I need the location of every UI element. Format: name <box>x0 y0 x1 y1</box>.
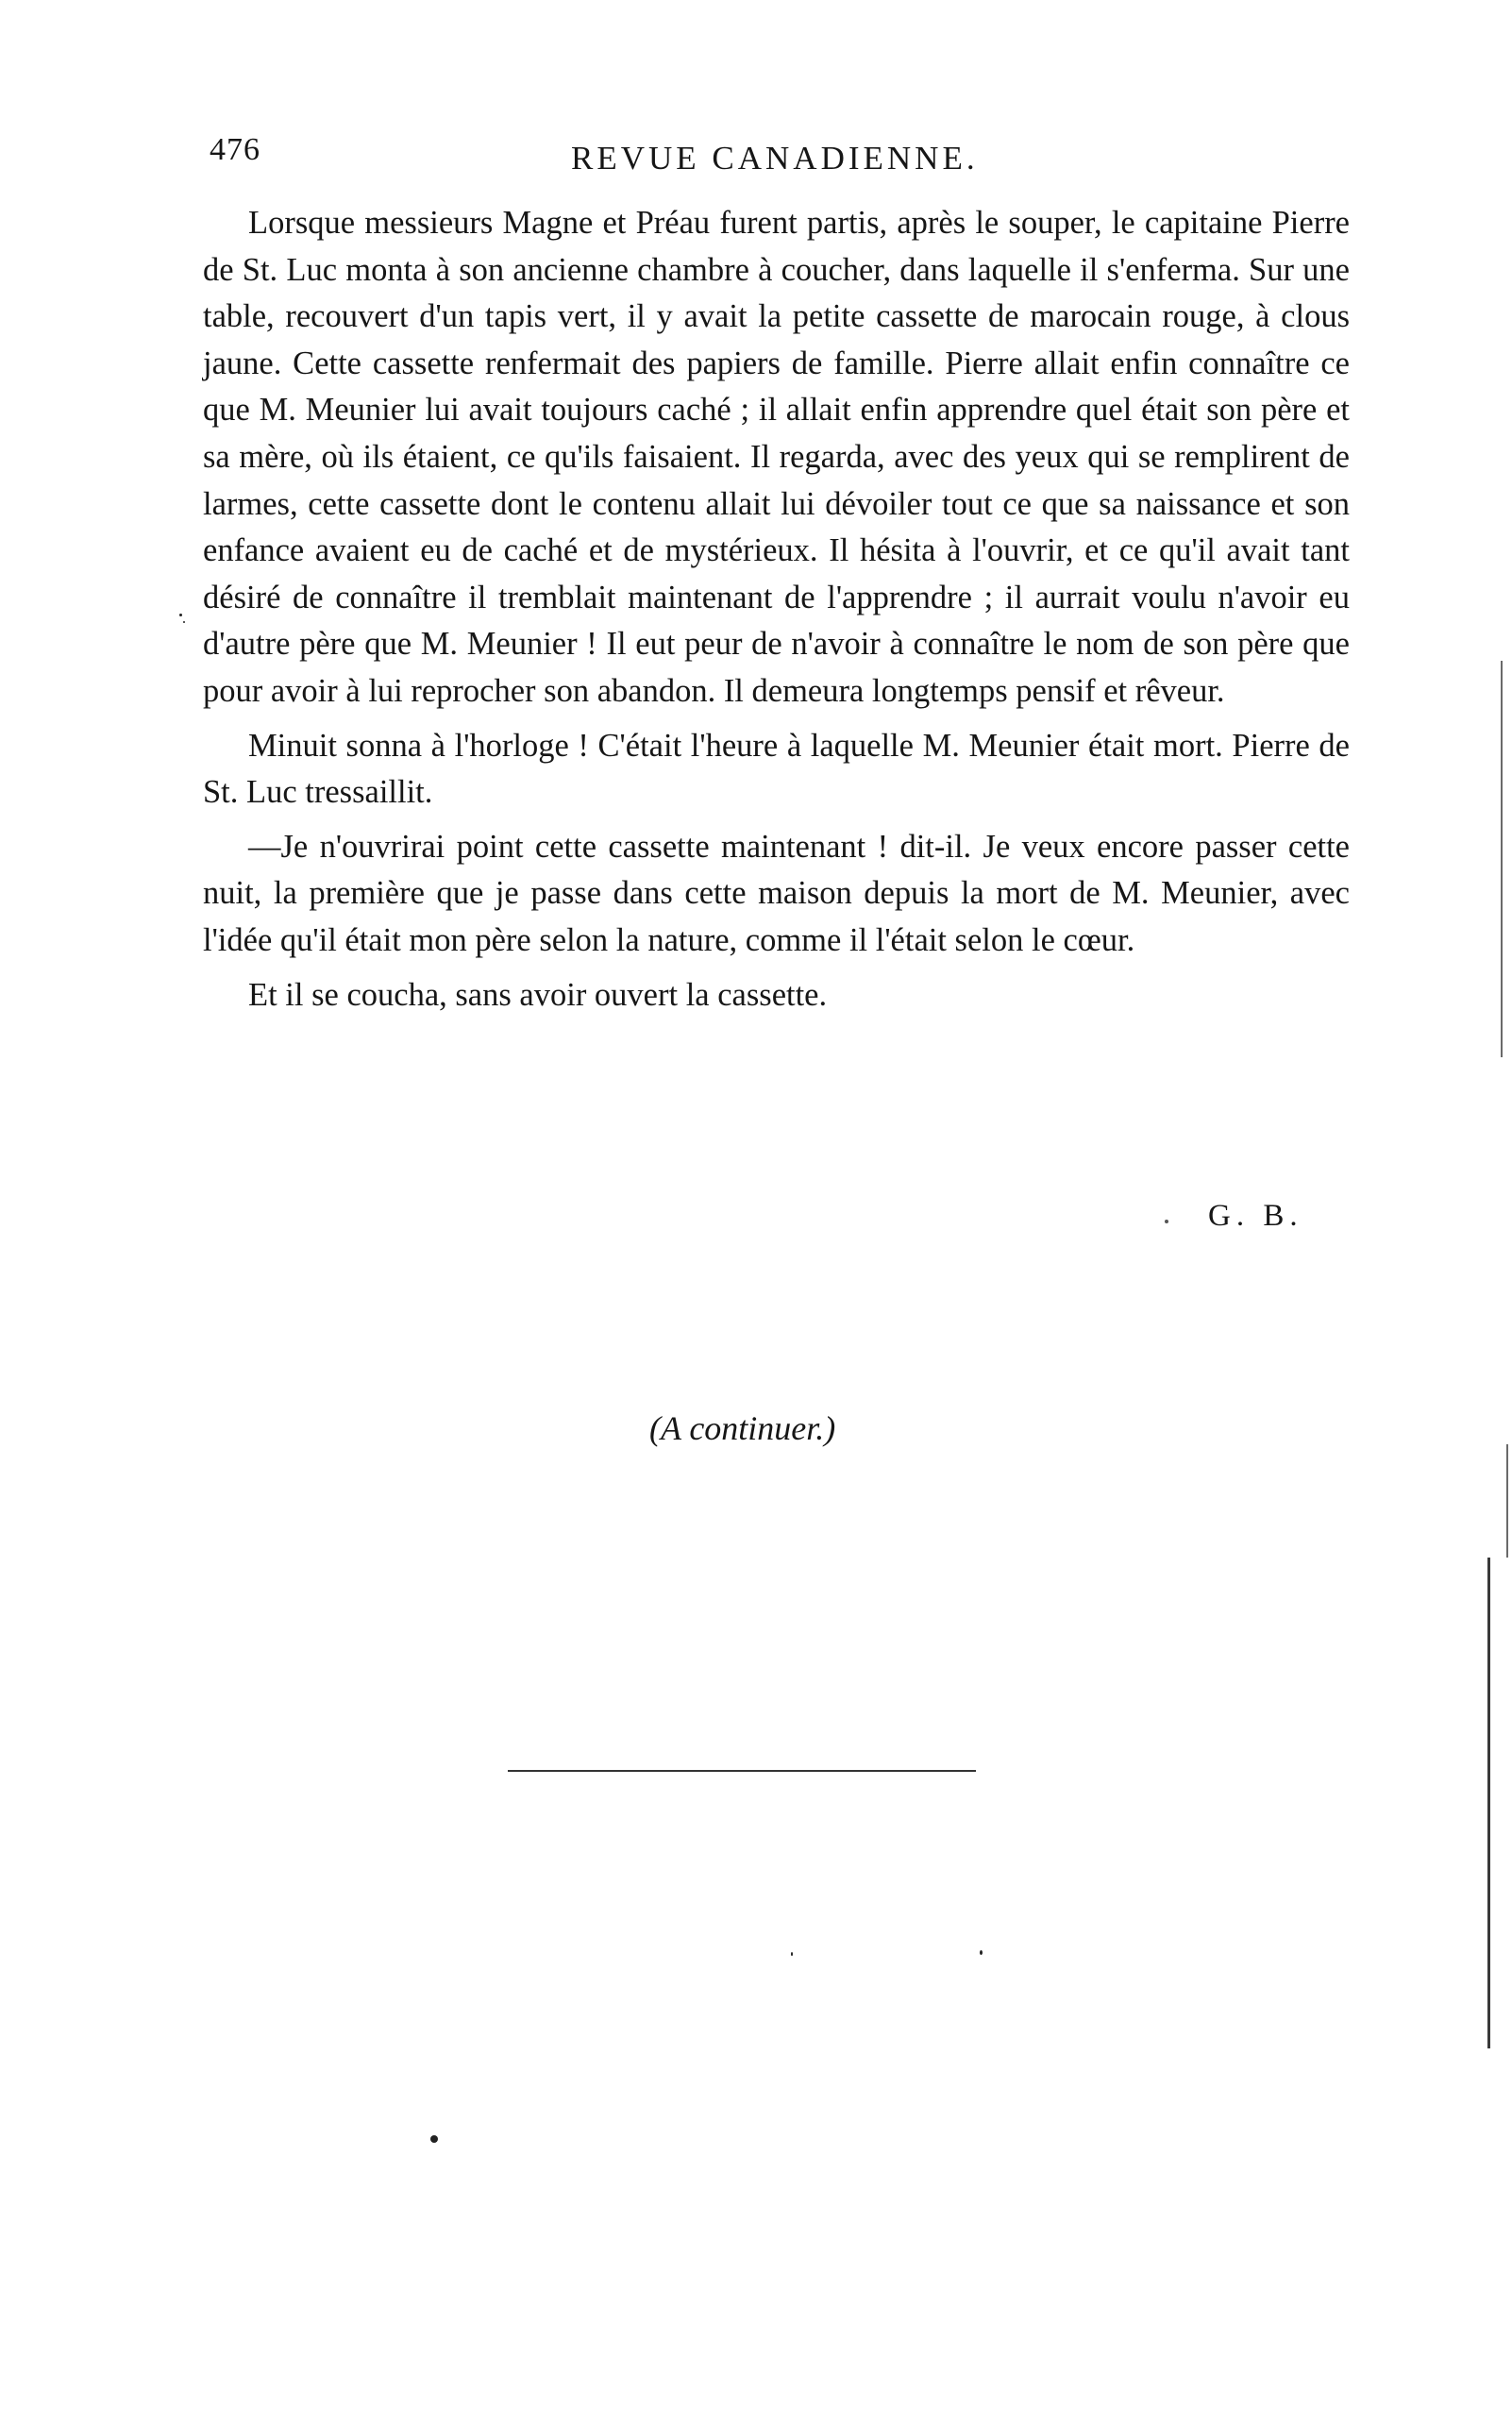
page-edge-shadow <box>1487 1558 1490 2048</box>
section-divider <box>508 1770 976 1772</box>
paragraph: Et il se coucha, sans avoir ouvert la cassette. <box>248 976 828 1013</box>
ink-speck <box>430 2135 438 2143</box>
page-number: 476 <box>210 132 260 167</box>
signature-dot <box>1165 1220 1168 1223</box>
continuation-note: (A continuer.) <box>649 1409 836 1447</box>
ink-speck <box>179 614 182 616</box>
page-edge-shadow <box>1501 661 1503 1057</box>
ink-speck <box>791 1952 793 1956</box>
paragraph: —Je n'ouvrirai point cette cassette maintenant ! dit-il. Je veux encore passer cette nuit, la première que je passe dans cette maison depuis la mort de M. Meunier, avec l'idée qu'il était mon père selon la nature, comme il l'était selon le cœur. <box>203 828 1350 958</box>
author-signature: G. B. <box>1208 1199 1303 1233</box>
body-text <box>203 200 1350 1026</box>
paragraph: Lorsque messieurs Magne et Préau furent partis, après le souper, le capitaine Pierre de St. Luc monta à son ancienne chambre à coucher, dans laquelle il s'enferma. Sur une table, recouvert d'un tapis vert, il y avait la petite cassette de marocain rouge, à clous jaune. Cette cassette renfermait des papiers de famille. Pierre allait enfin connaître ce que M. Meunier lui avait toujours caché ; il allait enfin apprendre quel était son père et sa mère, où ils étaient, ce qu'ils faisaient. Il regarda, avec des yeux qui se remplirent de larmes, cette cassette dont le contenu allait lui dévoiler tout ce que sa naissance et son enfance avaient eu de caché et de mystérieux. Il hésita à l'ouvrir, et ce qu'il avait tant désiré de connaître il tremblait maintenant de l'apprendre ; il aurrait voulu n'avoir eu d'autre père que M. Meunier ! Il eut peur de n'avoir à connaître le nom de son père que pour avoir à lui reprocher son abandon. Il demeura longtemps pensif et rêveur. <box>203 205 1350 709</box>
page-edge-shadow <box>1506 1444 1508 1558</box>
ink-speck <box>183 621 185 623</box>
ink-speck <box>980 1950 983 1955</box>
paragraph: Minuit sonna à l'horloge ! C'était l'heure à laquelle M. Meunier était mort. Pierre de St. Luc tressaillit. <box>203 727 1350 811</box>
running-head: REVUE CANADIENNE. <box>571 140 979 177</box>
